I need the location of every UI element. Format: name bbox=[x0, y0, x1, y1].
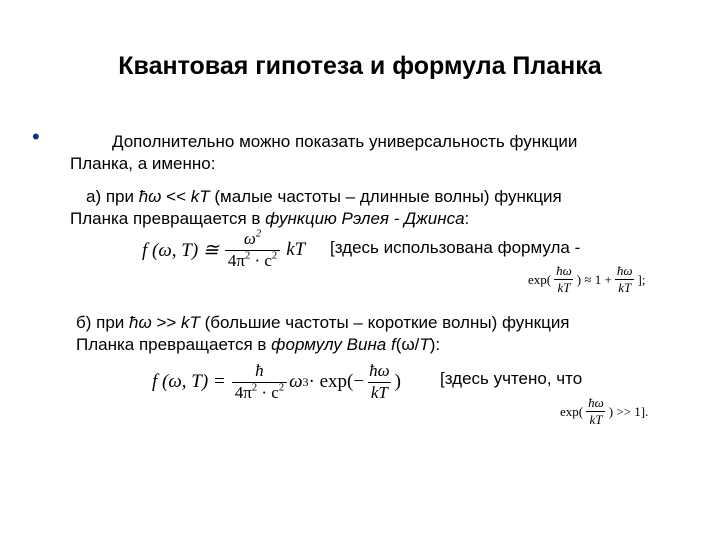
slide-title: Квантовая гипотеза и формула Планка bbox=[118, 52, 602, 80]
rj-note-end: ]; bbox=[637, 271, 646, 287]
part-b-prefix: б) при bbox=[76, 313, 130, 332]
rj-note-rhs: ) ≈ 1 + bbox=[576, 271, 612, 287]
part-a-line-1 bbox=[86, 186, 562, 208]
rj-note-formula bbox=[528, 264, 645, 296]
rj-num-sup: 2 bbox=[255, 228, 262, 240]
rj-num: ω bbox=[243, 229, 256, 248]
part-a-suffix: (малые частоты – длинные волны) функция bbox=[209, 187, 562, 206]
wien-note-rhs: ) >> 1]. bbox=[608, 403, 649, 419]
part-b-line2-prefix: Планка превращается в bbox=[76, 335, 272, 354]
wien-num: ħ bbox=[255, 361, 264, 380]
wien-lhs: f (ω, T) = bbox=[152, 371, 226, 393]
rj-den-sup1: 2 bbox=[244, 250, 251, 262]
rj-note-exp: exp( bbox=[528, 271, 552, 287]
part-b-note: [здесь учтено, что bbox=[440, 369, 583, 388]
wien-formula: f (ω, T) = $\frac{ħ}{4\pi^2 \cdot c^2}$ ω 3 · exp(− $\frac{ħ\omega}{kT}$ ) bbox=[152, 361, 401, 402]
part-a-note: [здесь использована формула - bbox=[330, 238, 581, 257]
rj-note-den2: kT bbox=[615, 279, 634, 295]
wien-exp: · exp(− bbox=[308, 371, 365, 393]
wien-note-den: kT bbox=[586, 411, 605, 427]
rayleigh-jeans-label: функцию Рэлея - Джинса bbox=[265, 209, 465, 228]
wien-close: ) bbox=[394, 371, 401, 393]
part-b-relation: >> bbox=[151, 313, 182, 332]
part-a-line2-suffix: : bbox=[464, 209, 470, 228]
part-a-kt: kT bbox=[190, 187, 210, 206]
rj-den-a: 4π bbox=[227, 250, 245, 270]
wien-num2: ħω bbox=[369, 361, 390, 380]
rj-lhs: f (ω, T) ≅ bbox=[142, 239, 219, 261]
part-b-line-1 bbox=[76, 312, 570, 334]
part-a-line-2 bbox=[70, 208, 469, 230]
part-b-line2-suffix: ): bbox=[429, 335, 441, 354]
wien-den2: kT bbox=[368, 382, 391, 403]
rj-den-sup2: 2 bbox=[271, 250, 278, 262]
rj-den-b: · c bbox=[250, 250, 272, 270]
part-b-hbar-omega: ħω bbox=[129, 313, 152, 332]
part-b-line-2 bbox=[76, 334, 440, 356]
part-b-kt: kT bbox=[181, 313, 200, 332]
rayleigh-jeans-formula bbox=[142, 230, 305, 270]
rj-rhs: kT bbox=[286, 239, 306, 261]
part-a-relation: << bbox=[161, 187, 191, 206]
wien-den-b: · c bbox=[257, 382, 279, 402]
rj-fraction bbox=[225, 230, 280, 270]
part-b-suffix: (большие частоты – короткие волны) функция bbox=[199, 313, 570, 332]
wien-label: формулу Вина f bbox=[271, 335, 396, 354]
rj-note-den: kT bbox=[554, 279, 573, 295]
wien-note-formula bbox=[560, 396, 648, 428]
part-b-paren: (ω/ bbox=[395, 335, 420, 354]
rj-note-num2: ħω bbox=[616, 263, 633, 278]
part-b-t: T bbox=[419, 335, 430, 354]
wien-note-num: ħω bbox=[588, 395, 604, 410]
part-a-hbar-omega: ħω bbox=[138, 187, 162, 206]
wien-den-a: 4π bbox=[234, 382, 252, 402]
rj-note-num: ħω bbox=[556, 263, 572, 278]
part-a-line2-prefix: Планка превращается в bbox=[70, 209, 266, 228]
bullet-marker: • bbox=[32, 124, 40, 149]
wien-omega: ω bbox=[289, 371, 303, 393]
intro-line-1: Дополнительно можно показать универсальность функции bbox=[112, 132, 578, 151]
intro-line-2: Планка, а именно: bbox=[70, 154, 216, 173]
wien-fraction bbox=[232, 362, 287, 402]
part-a-prefix: а) при bbox=[86, 187, 139, 206]
wien-note-exp: exp( bbox=[560, 403, 584, 419]
wien-den-sup1: 2 bbox=[251, 382, 258, 394]
wien-den-sup2: 2 bbox=[278, 382, 285, 394]
